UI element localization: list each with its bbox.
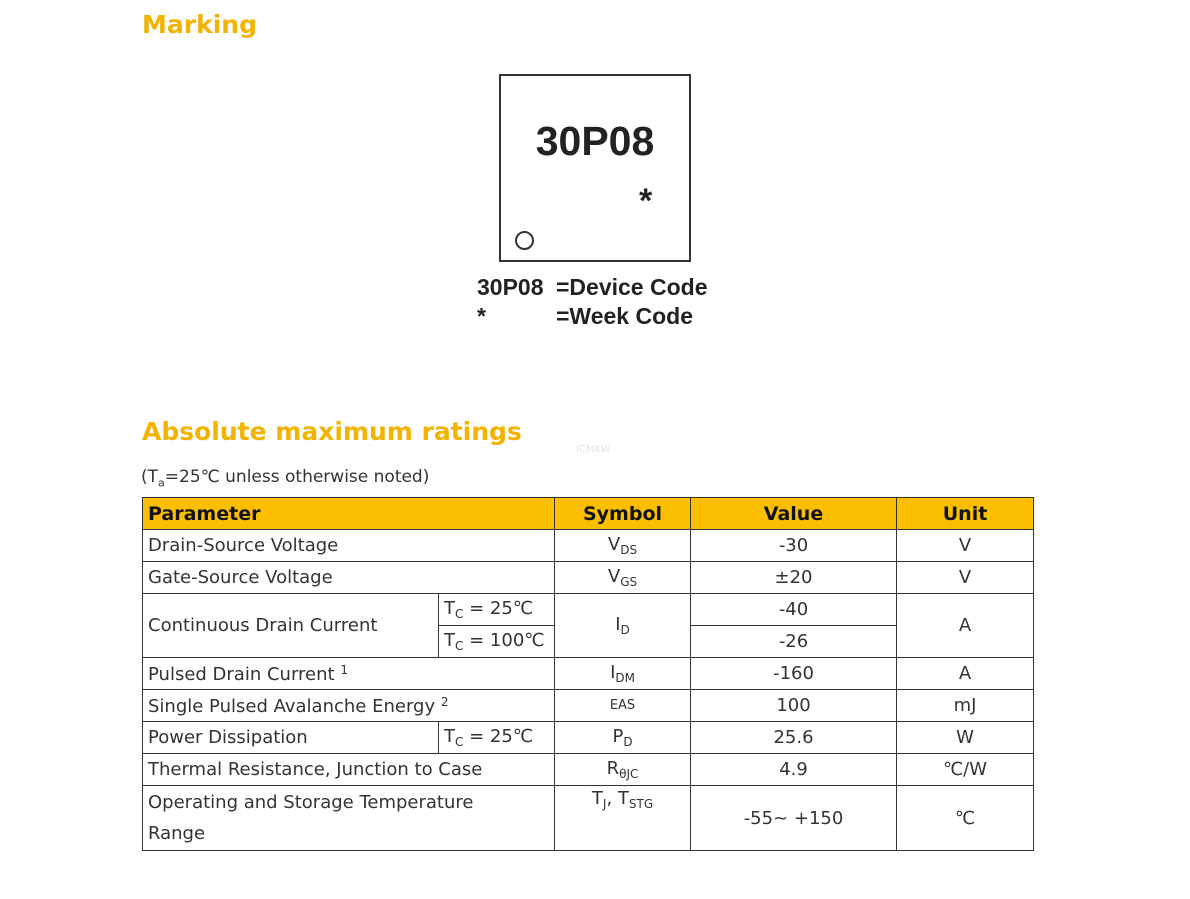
- symbol-main: I: [610, 662, 616, 683]
- value-cell: -30: [691, 530, 897, 562]
- symbol-main: T: [591, 788, 603, 809]
- value-cell: -40: [691, 594, 897, 626]
- table-row: [143, 594, 1034, 626]
- symbol-cell: [555, 530, 691, 562]
- cond-main: T: [444, 726, 455, 747]
- condition-rest: =25℃ unless otherwise noted): [164, 467, 430, 487]
- pin1-indicator-icon: [515, 231, 534, 250]
- package-marking-diagram: [499, 74, 691, 262]
- ratings-heading: Absolute maximum ratings: [142, 417, 522, 446]
- cond-sub: C: [455, 607, 464, 621]
- cond-rest: = 25℃: [463, 726, 534, 747]
- param-text: Pulsed Drain Current: [148, 663, 335, 685]
- cond-rest: = 25℃: [463, 598, 534, 619]
- value-cell: -55~ +150: [691, 786, 897, 851]
- symbol-sub: STG: [628, 797, 654, 811]
- condition-cell: [439, 594, 555, 626]
- table-row: [143, 754, 1034, 786]
- symbol-cell: [555, 786, 691, 851]
- value-cell: -26: [691, 626, 897, 658]
- symbol-cell: [555, 594, 691, 658]
- unit-cell: ℃: [897, 786, 1034, 851]
- param-cell: Power Dissipation: [143, 722, 439, 754]
- cond-sub: C: [455, 639, 464, 653]
- param-line2: Range: [148, 823, 206, 844]
- value-cell: 100: [691, 690, 897, 722]
- col-header-value: Value: [691, 498, 897, 530]
- unit-cell: A: [897, 594, 1034, 658]
- value-cell: 25.6: [691, 722, 897, 754]
- legend-row-week: [477, 302, 737, 331]
- param-cell: Drain-Source Voltage: [143, 530, 555, 562]
- col-header-unit: Unit: [897, 498, 1034, 530]
- condition-open: (T: [141, 467, 159, 487]
- symbol-sub: D: [623, 735, 633, 749]
- symbol-main: I: [615, 614, 621, 635]
- table-row: [143, 786, 1034, 851]
- table-row: [143, 658, 1034, 690]
- symbol-main: V: [607, 566, 621, 587]
- footnote-ref: 1: [340, 662, 348, 677]
- value-cell: 4.9: [691, 754, 897, 786]
- table-row: [143, 722, 1034, 754]
- value-cell: -160: [691, 658, 897, 690]
- ratings-table: [142, 497, 1034, 851]
- marking-legend: [477, 273, 737, 331]
- symbol-sub: GS: [620, 575, 638, 589]
- unit-cell: mJ: [897, 690, 1034, 722]
- param-cell: [143, 786, 555, 851]
- legend-key: 30P08: [477, 274, 544, 300]
- param-text: Single Pulsed Avalanche Energy: [148, 695, 436, 717]
- symbol-main: R: [606, 758, 620, 779]
- cond-rest: = 100℃: [463, 630, 545, 651]
- unit-cell: A: [897, 658, 1034, 690]
- symbol-cell: [555, 722, 691, 754]
- table-row: [143, 690, 1034, 722]
- param-cell: [143, 658, 555, 690]
- cond-main: T: [444, 598, 455, 619]
- table-row: [143, 562, 1034, 594]
- legend-key: *: [477, 303, 486, 329]
- condition-cell: [439, 626, 555, 658]
- unit-cell: V: [897, 562, 1034, 594]
- param-cell: Continuous Drain Current: [143, 594, 439, 658]
- watermark: ICMKW: [576, 444, 611, 455]
- symbol-cell: EAS: [555, 690, 691, 722]
- param-cell: Gate-Source Voltage: [143, 562, 555, 594]
- symbol-sub: DM: [615, 671, 635, 685]
- symbol-sub: J: [602, 797, 607, 811]
- marking-heading: Marking: [142, 10, 257, 39]
- legend-value: =Device Code: [556, 274, 708, 300]
- symbol-cell: [555, 754, 691, 786]
- table-header-row: [143, 498, 1034, 530]
- col-header-parameter: Parameter: [143, 498, 555, 530]
- unit-cell: W: [897, 722, 1034, 754]
- symbol-cell: [555, 658, 691, 690]
- unit-cell: ℃/W: [897, 754, 1034, 786]
- symbol-sep: ,: [606, 788, 618, 809]
- test-condition-note: [141, 467, 429, 489]
- value-cell: ±20: [691, 562, 897, 594]
- condition-sub: a: [158, 476, 165, 490]
- param-line1: Operating and Storage Temperature: [148, 792, 474, 813]
- legend-value: =Week Code: [556, 303, 693, 329]
- legend-row-device: [477, 273, 737, 302]
- symbol-sub: D: [620, 623, 630, 637]
- symbol-main: T: [617, 788, 629, 809]
- cond-main: T: [444, 630, 455, 651]
- symbol-main: P: [612, 726, 624, 747]
- condition-cell: [439, 722, 555, 754]
- param-cell: [143, 690, 555, 722]
- device-code-marking: 30P08: [535, 118, 655, 164]
- cond-sub: C: [455, 735, 464, 749]
- footnote-ref: 2: [440, 694, 449, 709]
- symbol-sub: θJC: [619, 767, 639, 781]
- param-cell: Thermal Resistance, Junction to Case: [143, 754, 555, 786]
- symbol-cell: [555, 562, 691, 594]
- week-code-marking: *: [639, 182, 653, 220]
- symbol-sub: DS: [620, 543, 638, 557]
- symbol-main: V: [607, 534, 621, 555]
- table-row: [143, 530, 1034, 562]
- unit-cell: V: [897, 530, 1034, 562]
- col-header-symbol: Symbol: [555, 498, 691, 530]
